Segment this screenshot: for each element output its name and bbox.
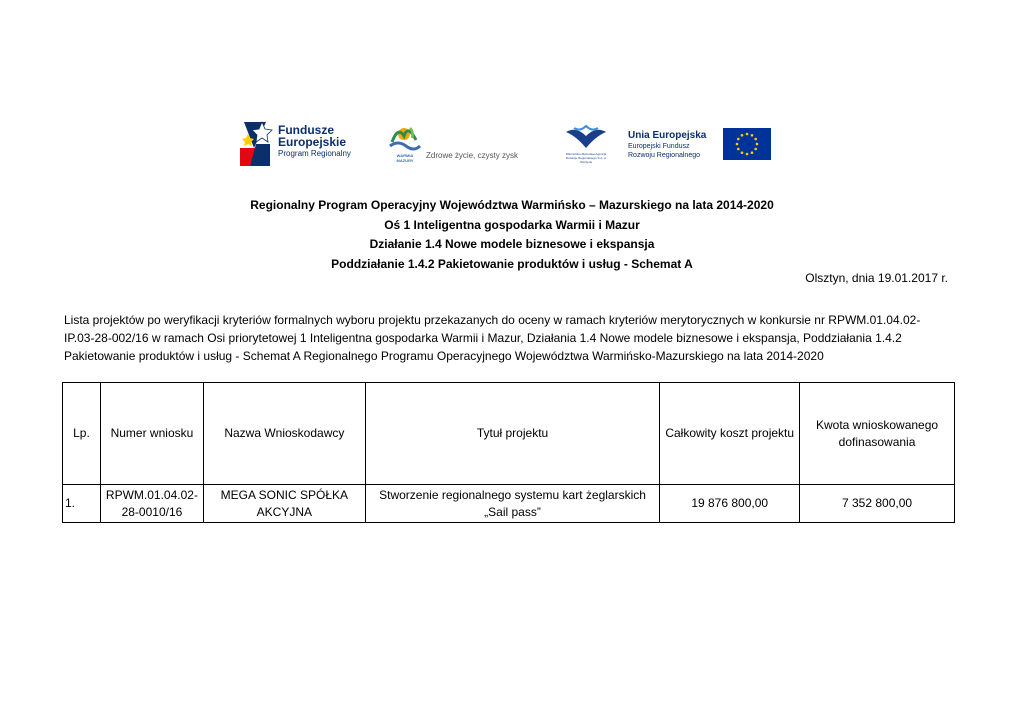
heading-action: Działanie 1.4 Nowe modele biznesowe i ekspansja — [369, 237, 655, 251]
header-numer: Numer wniosku — [100, 383, 203, 485]
heading-axis: Oś 1 Inteligentna gospodarka Warmii i Mazur — [384, 217, 640, 232]
logos-bar — [240, 118, 780, 172]
header-kwota-line1: Kwota wnioskowanego — [816, 417, 939, 432]
table-header-row — [63, 383, 955, 485]
document-heading — [0, 196, 1024, 274]
header-nazwa: Nazwa Wnioskodawcy — [203, 383, 365, 485]
warmia-slogan: Zdrowe życie, czysty zysk — [426, 151, 519, 160]
cell-koszt: 19 876 800,00 — [660, 485, 800, 523]
cell-numer — [100, 485, 203, 523]
document-date: Olsztyn, dnia 19.01.2017 r. — [805, 271, 948, 285]
cell-tytul — [365, 485, 660, 523]
cell-nazwa — [203, 485, 365, 523]
ue-line3: Rozwoju Regionalnego — [628, 152, 700, 159]
ue-line1: Unia Europejska — [628, 130, 707, 141]
agency-wave-icon — [560, 122, 612, 150]
fundusze-europejskie-logo — [240, 118, 370, 168]
eu-flag-icon — [723, 128, 771, 160]
fe-line3: Program Regionalny — [278, 149, 351, 158]
cell-lp: 1. — [63, 485, 101, 523]
heading-program: Regionalny Program Operacyjny Województwa Warmińsko – Mazurskiego na lata 2014-2020 — [250, 198, 774, 212]
agency-logo — [560, 122, 612, 168]
header-tytul: Tytuł projektu — [365, 383, 660, 485]
header-kwota — [800, 383, 955, 485]
cell-numer-line2: 28-0010/16 — [121, 504, 183, 519]
warmia-mazury-logo — [388, 122, 538, 168]
header-koszt: Całkowity koszt projektu — [660, 383, 800, 485]
intro-line3: Pakietowanie produktów i usług - Schemat A Regionalnego Programu Operacyjnego Województwa Warmińsko-Mazurskiego na lata 2014-2020 — [64, 349, 824, 363]
heading-subaction: Poddziałanie 1.4.2 Pakietowanie produktów i usług - Schemat A — [331, 256, 693, 271]
fe-line2: Europejskie — [278, 135, 347, 149]
fe-line1: Fundusze — [278, 123, 334, 137]
cell-kwota: 7 352 800,00 — [800, 485, 955, 523]
warmia-name: WARMIA MAZURY — [396, 153, 414, 163]
unia-europejska-logo — [628, 124, 773, 168]
intro-line2: IP.03-28-002/16 w ramach Osi priorytetowej 1 Inteligentna gospodarka Warmii i Mazur, Działania 1.4 Nowe modele biznesowe i ekspansja, Poddziałania 1.4.2 — [64, 331, 902, 345]
cell-tytul-line2: „Sail pass” — [484, 504, 541, 519]
cell-tytul-line1: Stworzenie regionalnego systemu kart żeglarskich — [379, 487, 646, 502]
header-lp: Lp. — [63, 383, 101, 485]
fe-star-icon — [240, 118, 274, 168]
warmia-mazury-icon — [388, 122, 422, 152]
table-row — [63, 485, 955, 523]
header-kwota-line2: dofinasowania — [838, 434, 916, 449]
cell-nazwa-line2: AKCYJNA — [256, 504, 313, 519]
intro-line1: Lista projektów po weryfikacji kryteriów formalnych wyboru projektu przekazanych do oceny w ramach kryteriów merytorycznych w konkursie nr RPWM.01.04.02- — [64, 313, 921, 327]
agency-text: Warmińsko-Mazurska Agencja Rozwoju Regionalnego S.A. w Olsztynie — [565, 152, 607, 164]
cell-nazwa-line1: MEGA SONIC SPÓŁKA — [220, 487, 349, 502]
intro-paragraph — [64, 311, 959, 365]
cell-numer-line1: RPWM.01.04.02- — [105, 487, 198, 502]
projects-table — [62, 382, 955, 523]
ue-line2: Europejski Fundusz — [628, 143, 690, 150]
